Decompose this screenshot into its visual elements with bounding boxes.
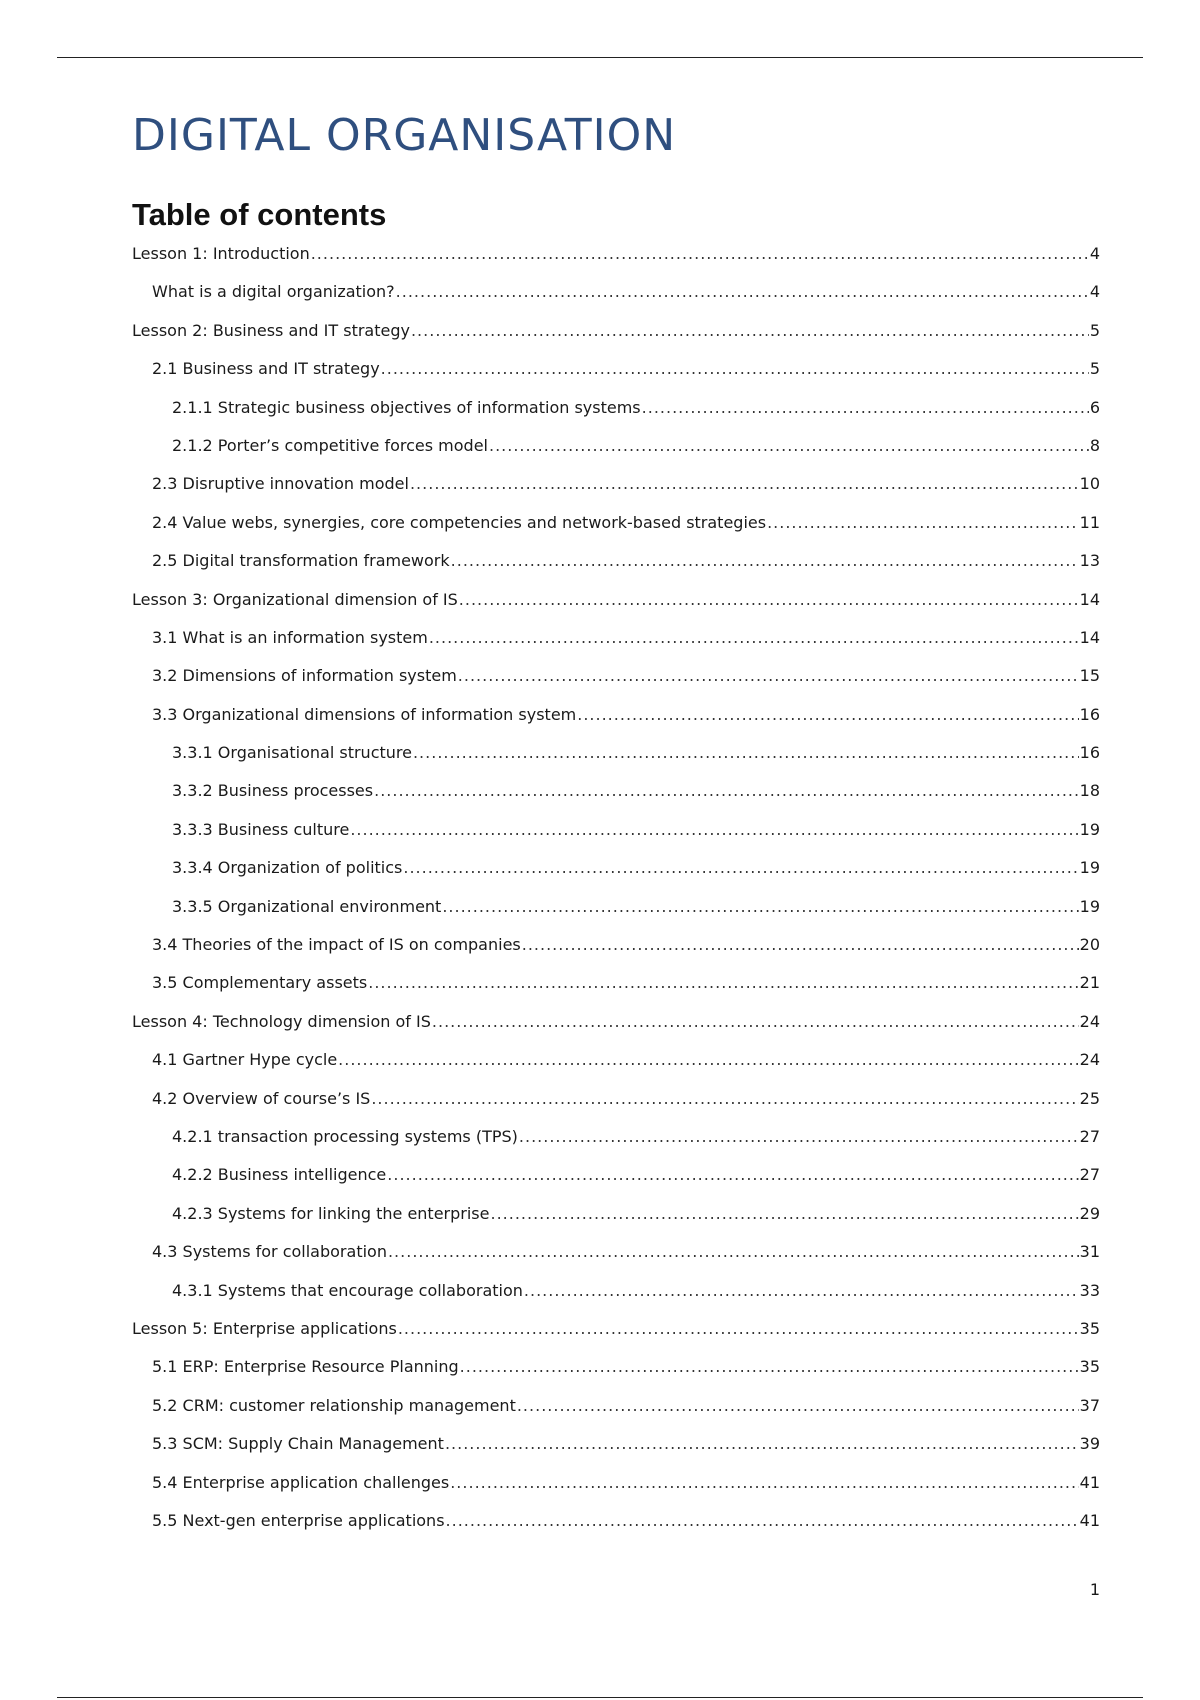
toc-dot-leader bbox=[398, 1319, 1079, 1338]
toc-entry-page[interactable]: 15 bbox=[1079, 666, 1100, 686]
toc-dot-leader bbox=[403, 858, 1078, 877]
toc-dot-leader bbox=[381, 359, 1089, 378]
toc-entry[interactable] bbox=[132, 244, 1100, 282]
toc-entry[interactable] bbox=[132, 513, 1100, 551]
toc-dot-leader bbox=[767, 513, 1079, 532]
toc-entry-label[interactable]: 3.3.3 Business culture bbox=[172, 819, 350, 839]
toc-entry-label[interactable]: Lesson 5: Enterprise applications bbox=[132, 1318, 397, 1338]
toc-entry-label[interactable]: 4.2.2 Business intelligence bbox=[172, 1165, 387, 1185]
toc-entry-page[interactable]: 37 bbox=[1079, 1395, 1100, 1415]
toc-entry-label[interactable]: 3.4 Theories of the impact of IS on companies bbox=[152, 935, 521, 955]
page-number: 1 bbox=[1089, 1580, 1100, 1599]
toc-entry-page[interactable]: 33 bbox=[1079, 1280, 1100, 1300]
toc-dot-leader bbox=[410, 474, 1079, 493]
toc-entry-page[interactable]: 13 bbox=[1079, 551, 1100, 571]
toc-entry-label[interactable]: 3.2 Dimensions of information system bbox=[152, 666, 457, 686]
toc-entry-page[interactable]: 27 bbox=[1079, 1165, 1100, 1185]
toc-dot-leader bbox=[489, 436, 1089, 455]
toc-entry[interactable] bbox=[132, 1127, 1100, 1165]
toc-entry-label[interactable]: 2.5 Digital transformation framework bbox=[152, 551, 450, 571]
toc-entry[interactable] bbox=[132, 1012, 1100, 1050]
toc-entry-page[interactable]: 19 bbox=[1079, 896, 1100, 916]
toc-entry-label[interactable]: 4.1 Gartner Hype cycle bbox=[152, 1050, 338, 1070]
toc-entry-label[interactable]: 4.2 Overview of course’s IS bbox=[152, 1088, 371, 1108]
toc-dot-leader bbox=[368, 973, 1078, 992]
toc-entry[interactable] bbox=[132, 590, 1100, 628]
toc-entry-label[interactable]: What is a digital organization? bbox=[152, 282, 395, 302]
toc-entry-page[interactable]: 35 bbox=[1079, 1357, 1100, 1377]
toc-entry-page[interactable]: 29 bbox=[1079, 1203, 1100, 1223]
toc-dot-leader bbox=[442, 897, 1078, 916]
toc-entry-label[interactable]: Lesson 2: Business and IT strategy bbox=[132, 320, 410, 340]
toc-entry[interactable] bbox=[132, 1165, 1100, 1203]
toc-dot-leader bbox=[387, 1165, 1078, 1184]
toc-entry[interactable] bbox=[132, 858, 1100, 896]
toc-entry[interactable] bbox=[132, 1396, 1100, 1434]
toc-entry[interactable] bbox=[132, 705, 1100, 743]
toc-entry-page[interactable]: 41 bbox=[1079, 1510, 1100, 1530]
toc-entry-label[interactable]: 2.1.1 Strategic business objectives of information systems bbox=[172, 397, 641, 417]
toc-entry-page[interactable]: 11 bbox=[1079, 512, 1100, 532]
toc-dot-leader bbox=[311, 244, 1089, 263]
toc-entry-page[interactable]: 16 bbox=[1079, 743, 1100, 763]
toc-entry[interactable] bbox=[132, 1204, 1100, 1242]
toc-dot-leader bbox=[396, 282, 1089, 301]
toc-entry[interactable] bbox=[132, 1050, 1100, 1088]
toc-entry-page[interactable]: 5 bbox=[1089, 359, 1100, 379]
toc-entry-label[interactable]: 3.3.5 Organizational environment bbox=[172, 896, 442, 916]
table-of-contents bbox=[132, 244, 1100, 1549]
toc-entry[interactable] bbox=[132, 474, 1100, 512]
toc-entry-label[interactable]: 5.1 ERP: Enterprise Resource Planning bbox=[152, 1357, 459, 1377]
toc-dot-leader bbox=[459, 590, 1079, 609]
toc-entry-label[interactable]: 3.3.2 Business processes bbox=[172, 781, 374, 801]
toc-entry[interactable] bbox=[132, 743, 1100, 781]
footer-rule bbox=[57, 1697, 1143, 1698]
toc-entry[interactable] bbox=[132, 935, 1100, 973]
toc-entry-label[interactable]: 3.1 What is an information system bbox=[152, 627, 428, 647]
toc-entry[interactable] bbox=[132, 359, 1100, 397]
toc-entry[interactable] bbox=[132, 436, 1100, 474]
toc-entry[interactable] bbox=[132, 398, 1100, 436]
toc-entry-label[interactable]: Lesson 3: Organizational dimension of IS bbox=[132, 589, 458, 609]
toc-dot-leader bbox=[522, 935, 1079, 954]
toc-dot-leader bbox=[460, 1357, 1079, 1376]
toc-dot-leader bbox=[371, 1089, 1078, 1108]
toc-dot-leader bbox=[388, 1242, 1079, 1261]
toc-dot-leader bbox=[411, 321, 1089, 340]
toc-entry-page[interactable]: 16 bbox=[1079, 704, 1100, 724]
toc-entry-label[interactable]: 4.3.1 Systems that encourage collaboration bbox=[172, 1280, 523, 1300]
toc-entry-label[interactable]: Lesson 1: Introduction bbox=[132, 244, 310, 263]
toc-entry[interactable] bbox=[132, 1281, 1100, 1319]
toc-entry-page[interactable]: 4 bbox=[1089, 282, 1100, 302]
toc-entry[interactable] bbox=[132, 820, 1100, 858]
toc-entry[interactable] bbox=[132, 897, 1100, 935]
toc-entry-label[interactable]: 2.1.2 Porter’s competitive forces model bbox=[172, 435, 488, 455]
toc-entry-label[interactable]: 2.4 Value webs, synergies, core competencies and network-based strategies bbox=[152, 512, 767, 532]
toc-dot-leader bbox=[429, 628, 1079, 647]
toc-dot-leader bbox=[338, 1050, 1078, 1069]
toc-entry-page[interactable]: 18 bbox=[1079, 781, 1100, 801]
toc-entry-page[interactable]: 41 bbox=[1079, 1472, 1100, 1492]
header-rule bbox=[57, 57, 1143, 58]
toc-entry[interactable] bbox=[132, 1089, 1100, 1127]
toc-entry-label[interactable]: 3.3.1 Organisational structure bbox=[172, 743, 412, 763]
toc-entry[interactable] bbox=[132, 628, 1100, 666]
toc-entry[interactable] bbox=[132, 551, 1100, 589]
toc-entry[interactable] bbox=[132, 1511, 1100, 1549]
toc-entry-label[interactable]: 5.4 Enterprise application challenges bbox=[152, 1472, 450, 1492]
toc-dot-leader bbox=[524, 1281, 1079, 1300]
toc-entry-label[interactable]: 3.3.4 Organization of politics bbox=[172, 858, 403, 878]
toc-dot-leader bbox=[458, 666, 1079, 685]
toc-entry-page[interactable]: 14 bbox=[1079, 589, 1100, 609]
toc-dot-leader bbox=[517, 1396, 1079, 1415]
toc-entry-page[interactable]: 19 bbox=[1079, 858, 1100, 878]
toc-dot-leader bbox=[446, 1511, 1079, 1530]
toc-entry-page[interactable]: 19 bbox=[1079, 819, 1100, 839]
toc-dot-leader bbox=[413, 743, 1079, 762]
toc-dot-leader bbox=[577, 705, 1078, 724]
toc-entry-page[interactable]: 4 bbox=[1089, 244, 1100, 263]
toc-entry[interactable] bbox=[132, 666, 1100, 704]
toc-entry-label[interactable]: 2.1 Business and IT strategy bbox=[152, 359, 380, 379]
toc-entry-label[interactable]: 5.5 Next-gen enterprise applications bbox=[152, 1510, 445, 1530]
toc-entry[interactable] bbox=[132, 1434, 1100, 1472]
toc-entry-page[interactable]: 31 bbox=[1079, 1242, 1100, 1262]
toc-entry-page[interactable]: 21 bbox=[1079, 973, 1100, 993]
toc-entry[interactable] bbox=[132, 1357, 1100, 1395]
toc-entry-label[interactable]: 3.3 Organizational dimensions of information system bbox=[152, 704, 577, 724]
toc-entry[interactable] bbox=[132, 973, 1100, 1011]
toc-entry-page[interactable]: 25 bbox=[1079, 1088, 1100, 1108]
toc-heading: Table of contents bbox=[132, 197, 387, 232]
toc-dot-leader bbox=[519, 1127, 1079, 1146]
toc-entry-page[interactable]: 24 bbox=[1079, 1011, 1100, 1031]
toc-dot-leader bbox=[451, 551, 1079, 570]
toc-entry-label[interactable]: 5.3 SCM: Supply Chain Management bbox=[152, 1434, 444, 1454]
toc-entry-label[interactable]: 3.5 Complementary assets bbox=[152, 973, 368, 993]
toc-entry-page[interactable]: 39 bbox=[1079, 1434, 1100, 1454]
toc-entry-label[interactable]: 2.3 Disruptive innovation model bbox=[152, 474, 409, 494]
toc-entry-page[interactable]: 27 bbox=[1079, 1126, 1100, 1146]
toc-entry[interactable] bbox=[132, 1473, 1100, 1511]
toc-entry[interactable] bbox=[132, 1319, 1100, 1357]
toc-entry[interactable] bbox=[132, 321, 1100, 359]
toc-entry-page[interactable]: 35 bbox=[1079, 1318, 1100, 1338]
toc-dot-leader bbox=[374, 781, 1079, 800]
toc-entry-page[interactable]: 20 bbox=[1079, 935, 1100, 955]
toc-entry-page[interactable]: 6 bbox=[1089, 397, 1100, 417]
toc-entry[interactable] bbox=[132, 1242, 1100, 1280]
toc-entry-page[interactable]: 14 bbox=[1079, 627, 1100, 647]
toc-entry-page[interactable]: 5 bbox=[1089, 320, 1100, 340]
toc-dot-leader bbox=[642, 398, 1089, 417]
toc-dot-leader bbox=[432, 1012, 1079, 1031]
toc-entry-page[interactable]: 8 bbox=[1089, 435, 1100, 455]
toc-entry-label[interactable]: 4.3 Systems for collaboration bbox=[152, 1242, 387, 1262]
toc-dot-leader bbox=[350, 820, 1078, 839]
toc-entry-label[interactable]: 4.2.3 Systems for linking the enterprise bbox=[172, 1203, 490, 1223]
toc-entry-page[interactable]: 10 bbox=[1079, 474, 1100, 494]
toc-entry-label[interactable]: 4.2.1 transaction processing systems (TPS) bbox=[172, 1126, 518, 1146]
toc-entry-label[interactable]: Lesson 4: Technology dimension of IS bbox=[132, 1011, 431, 1031]
toc-dot-leader bbox=[490, 1204, 1078, 1223]
toc-dot-leader bbox=[445, 1434, 1079, 1453]
toc-entry-label[interactable]: 5.2 CRM: customer relationship management bbox=[152, 1395, 516, 1415]
toc-entry-page[interactable]: 24 bbox=[1079, 1050, 1100, 1070]
toc-entry[interactable] bbox=[132, 282, 1100, 320]
toc-dot-leader bbox=[450, 1473, 1078, 1492]
toc-entry[interactable] bbox=[132, 781, 1100, 819]
document-title: DIGITAL ORGANISATION bbox=[132, 110, 677, 161]
